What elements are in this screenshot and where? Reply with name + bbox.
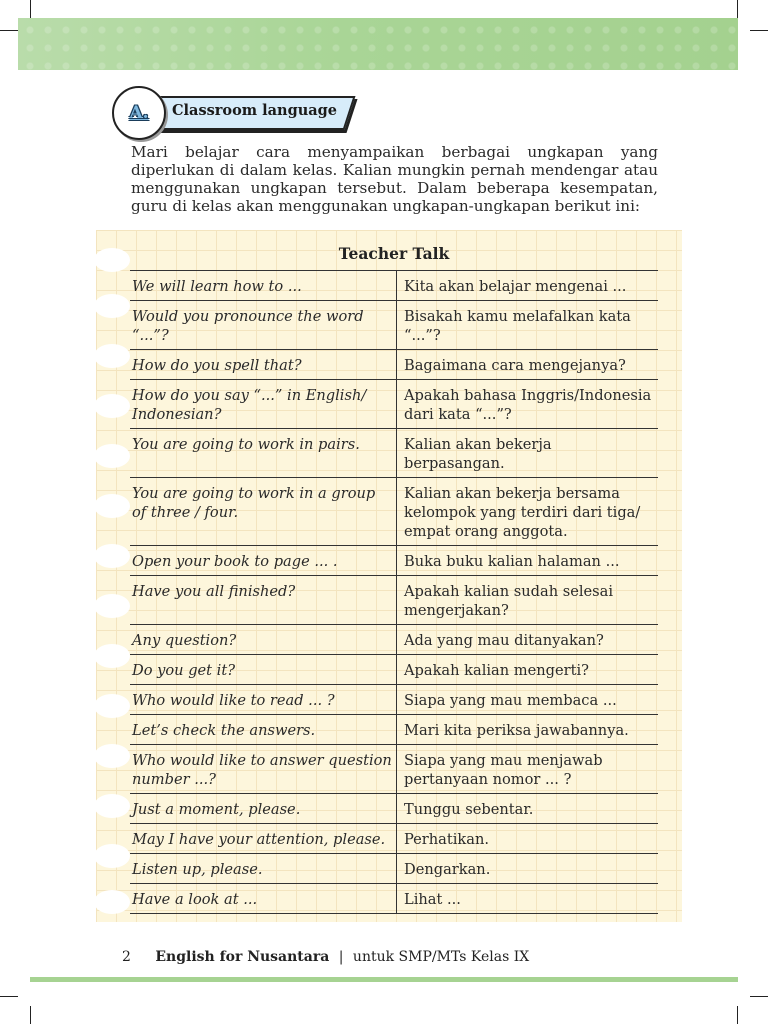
indonesian-phrase: Apakah kalian sudah selesai mengerjakan? [404,583,614,619]
table-row [130,301,658,350]
indonesian-phrase: Kalian akan bekerja bersama kelompok yang terdiri dari tiga/ empat orang anggota. [404,485,641,540]
table-row [130,576,658,625]
binder-hole [94,744,130,768]
page-footer [122,949,529,965]
binder-hole [94,344,130,368]
indonesian-phrase: Kita akan belajar mengenai ... [404,278,627,295]
indonesian-phrase: Siapa yang mau menjawab pertanyaan nomor ... ? [404,752,603,788]
binder-hole [94,544,130,568]
indonesian-phrase: Bagaimana cara mengejanya? [404,357,626,374]
table-row [130,380,658,429]
english-phrase: Let’s check the answers. [130,715,397,745]
english-phrase: Any question? [130,625,397,655]
binder-hole [94,644,130,668]
english-phrase: Listen up, please. [130,854,397,884]
book-subtitle: untuk SMP/MTs Kelas IX [352,949,530,965]
crop-mark [30,1006,31,1024]
indonesian-phrase: Apakah kalian mengerti? [404,662,589,679]
indonesian-phrase: Lihat ... [404,891,461,908]
section-title: Classroom language [172,102,338,119]
footer-line [30,977,738,982]
binder-hole [94,494,130,518]
indonesian-phrase: Perhatikan. [404,831,489,848]
english-phrase: How do you say “...” in English/ Indonesian? [130,380,397,429]
section-letter: A. [129,103,149,123]
table-title: Teacher Talk [338,244,450,263]
table-row [130,625,658,655]
english-phrase: Have a look at ... [130,884,397,914]
section-badge [112,86,166,140]
indonesian-phrase: Tunggu sebentar. [404,801,534,818]
english-phrase: You are going to work in pairs. [130,429,397,478]
footer-separator: | [338,949,344,965]
binder-hole [94,444,130,468]
intro-paragraph: Mari belajar cara menyampaikan berbagai ungkapan yang diperlukan di dalam kelas. Kalian mungkin pernah mendengar atau menggunakan ungkapan tersebut. Dalam beberapa kesempatan, guru di kelas akan menggunakan ungkapan-ungkapan berikut ini: [131,143,658,215]
english-phrase: May I have your attention, please. [130,824,397,854]
table-row [130,478,658,546]
table-row [130,824,658,854]
english-phrase: Open your book to page ... . [130,546,397,576]
english-phrase: Would you pronounce the word “...”? [130,301,397,350]
table-row [130,685,658,715]
crop-mark [30,0,31,18]
table-row [130,655,658,685]
binder-hole [94,694,130,718]
binder-hole [94,594,130,618]
teacher-talk-table [130,270,658,914]
english-phrase: How do you spell that? [130,350,397,380]
binder-hole [94,844,130,868]
table-row [130,854,658,884]
binder-hole [94,294,130,318]
indonesian-phrase: Ada yang mau ditanyakan? [404,632,604,649]
table-row [130,271,658,301]
table-row [130,429,658,478]
table-row [130,884,658,914]
english-phrase: Have you all finished? [130,576,397,625]
crop-mark [737,1006,738,1024]
top-banner [18,18,738,70]
indonesian-phrase: Apakah bahasa Inggris/Indonesia dari kata “...”? [404,387,652,423]
indonesian-phrase: Bisakah kamu melafalkan kata “...”? [404,308,631,344]
indonesian-phrase: Mari kita periksa jawabannya. [404,722,629,739]
book-title: English for Nusantara [155,949,330,965]
crop-mark [750,30,768,31]
table-row [130,745,658,794]
indonesian-phrase: Siapa yang mau membaca ... [404,692,617,709]
crop-mark [0,996,18,997]
crop-mark [750,996,768,997]
indonesian-phrase: Dengarkan. [404,861,491,878]
table-row [130,546,658,576]
english-phrase: We will learn how to ... [130,271,397,301]
indonesian-phrase: Buka buku kalian halaman ... [404,553,620,570]
crop-mark [0,30,18,31]
table-row [130,715,658,745]
english-phrase: Who would like to answer question number ...? [130,745,397,794]
binder-hole [94,394,130,418]
binder-hole [94,890,130,914]
english-phrase: You are going to work in a group of three / four. [130,478,397,546]
indonesian-phrase: Kalian akan bekerja berpasangan. [404,436,552,472]
page-number: 2 [122,949,131,965]
binder-hole [94,794,130,818]
table-row [130,350,658,380]
table-row [130,794,658,824]
english-phrase: Just a moment, please. [130,794,397,824]
english-phrase: Who would like to read ... ? [130,685,397,715]
crop-mark [737,0,738,18]
english-phrase: Do you get it? [130,655,397,685]
binder-hole [94,248,130,272]
